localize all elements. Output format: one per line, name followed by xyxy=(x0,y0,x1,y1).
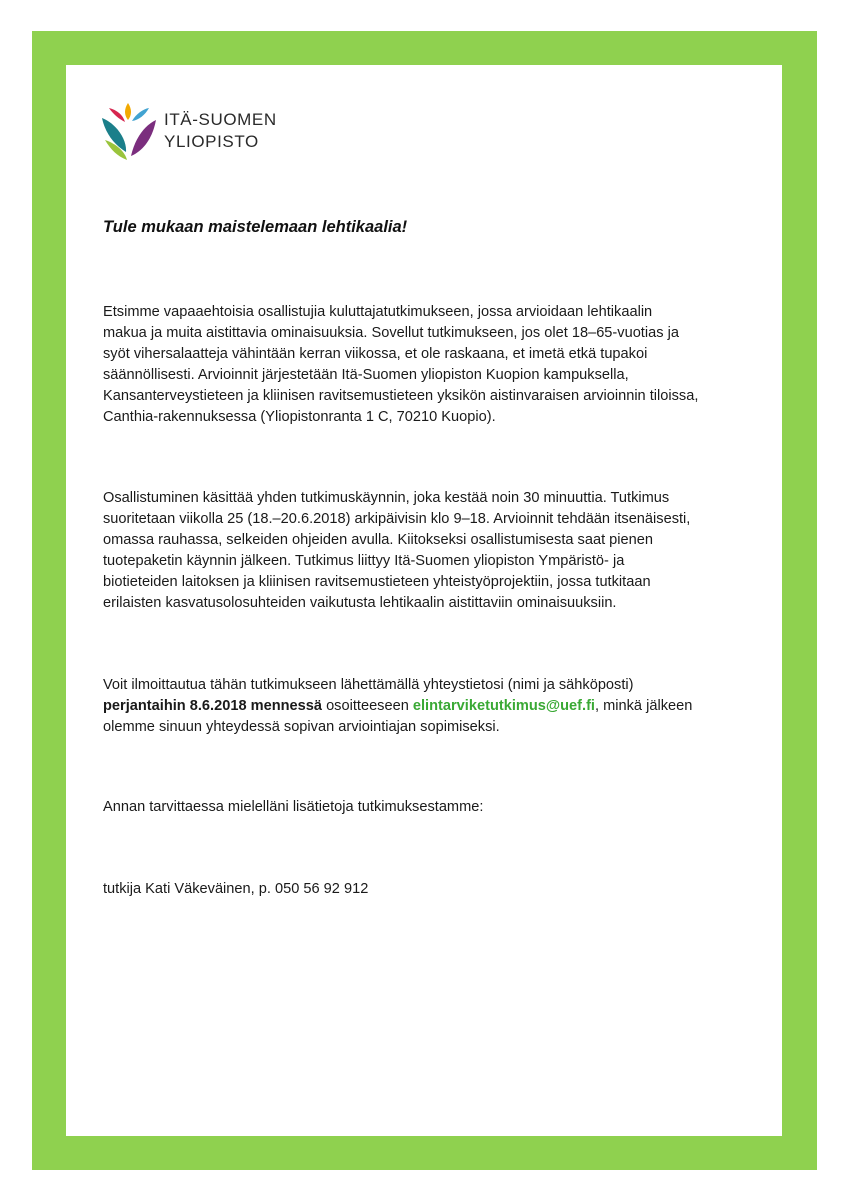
text-line: tuotepaketin käynnin jälkeen. Tutkimus liittyy Itä-Suomen yliopiston Ympäristö- ja xyxy=(103,553,625,569)
text-line: säännöllisesti. Arvioinnit järjestetään Itä-Suomen yliopiston Kuopion kampuksella, xyxy=(103,367,629,383)
text-fragment: , minkä jälkeen xyxy=(595,698,693,714)
text-line: Voit ilmoittautua tähän tutkimukseen lähettämällä yhteystietosi (nimi ja sähköposti) xyxy=(103,677,634,693)
contact-info xyxy=(103,879,753,900)
text-line: Annan tarvittaessa mielelläni lisätietoja tutkimuksestamme: xyxy=(103,799,484,815)
text-line: erilaisten kasvatusolosuhteiden vaikutusta lehtikaalin aistittaviin ominaisuuksiin. xyxy=(103,595,617,611)
registration-deadline: perjantaihin 8.6.2018 mennessä xyxy=(103,698,323,714)
text-line: syöt vihersalaatteja vähintään kerran viikossa, et ole raskaana, et imetä etkä tupakoi xyxy=(103,346,648,362)
university-name-line2: YLIOPISTO xyxy=(164,132,259,151)
paragraph-registration xyxy=(103,675,753,738)
paragraph-participation xyxy=(103,488,753,614)
university-emblem-icon xyxy=(101,100,161,162)
email-link[interactable]: elintarviketutkimus@uef.fi xyxy=(412,698,595,714)
text-line: suoritetaan viikolla 25 (18.–20.6.2018) arkipäivisin klo 9–18. Arvioinnit tehdään itsenäisesti, xyxy=(103,511,691,527)
text-line: Canthia-rakennuksessa (Yliopistonranta 1 C, 70210 Kuopio). xyxy=(103,409,496,425)
university-name-line1: ITÄ-SUOMEN xyxy=(164,110,277,129)
paragraph-intro xyxy=(103,302,753,428)
text-line: olemme sinuun yhteydessä sopivan arviointiajan sopimiseksi. xyxy=(103,719,500,735)
text-line xyxy=(103,696,753,717)
text-line: Osallistuminen käsittää yhden tutkimuskäynnin, joka kestää noin 30 minuuttia. Tutkimus xyxy=(103,490,670,506)
text-line: makua ja muita aistittavia ominaisuuksia. Sovellut tutkimukseen, jos olet 18–65-vuotias ja xyxy=(103,325,679,341)
text-fragment: osoitteeseen xyxy=(322,698,413,714)
university-name xyxy=(164,109,277,153)
text-line: omassa rauhassa, selkeiden ohjeiden avulla. Kiitokseksi osallistumisesta saat pienen xyxy=(103,532,654,548)
contact-line: tutkija Kati Väkeväinen, p. 050 56 92 912 xyxy=(103,881,369,897)
university-logo xyxy=(101,100,301,162)
paragraph-more-info xyxy=(103,797,753,818)
text-line: Etsimme vapaaehtoisia osallistujia kuluttajatutkimukseen, jossa arvioidaan lehtikaalin xyxy=(103,304,653,320)
headline: Tule mukaan maistelemaan lehtikaalia! xyxy=(103,218,408,236)
text-line: Kansanterveystieteen ja kliinisen ravitsemustieteen yksikön aistinvaraisen arvioinnin tiloissa, xyxy=(103,388,699,404)
text-line: biotieteiden laitoksen ja kliinisen ravitsemustieteen yhteistyöprojektiin, jossa tutkitaan xyxy=(103,574,651,590)
